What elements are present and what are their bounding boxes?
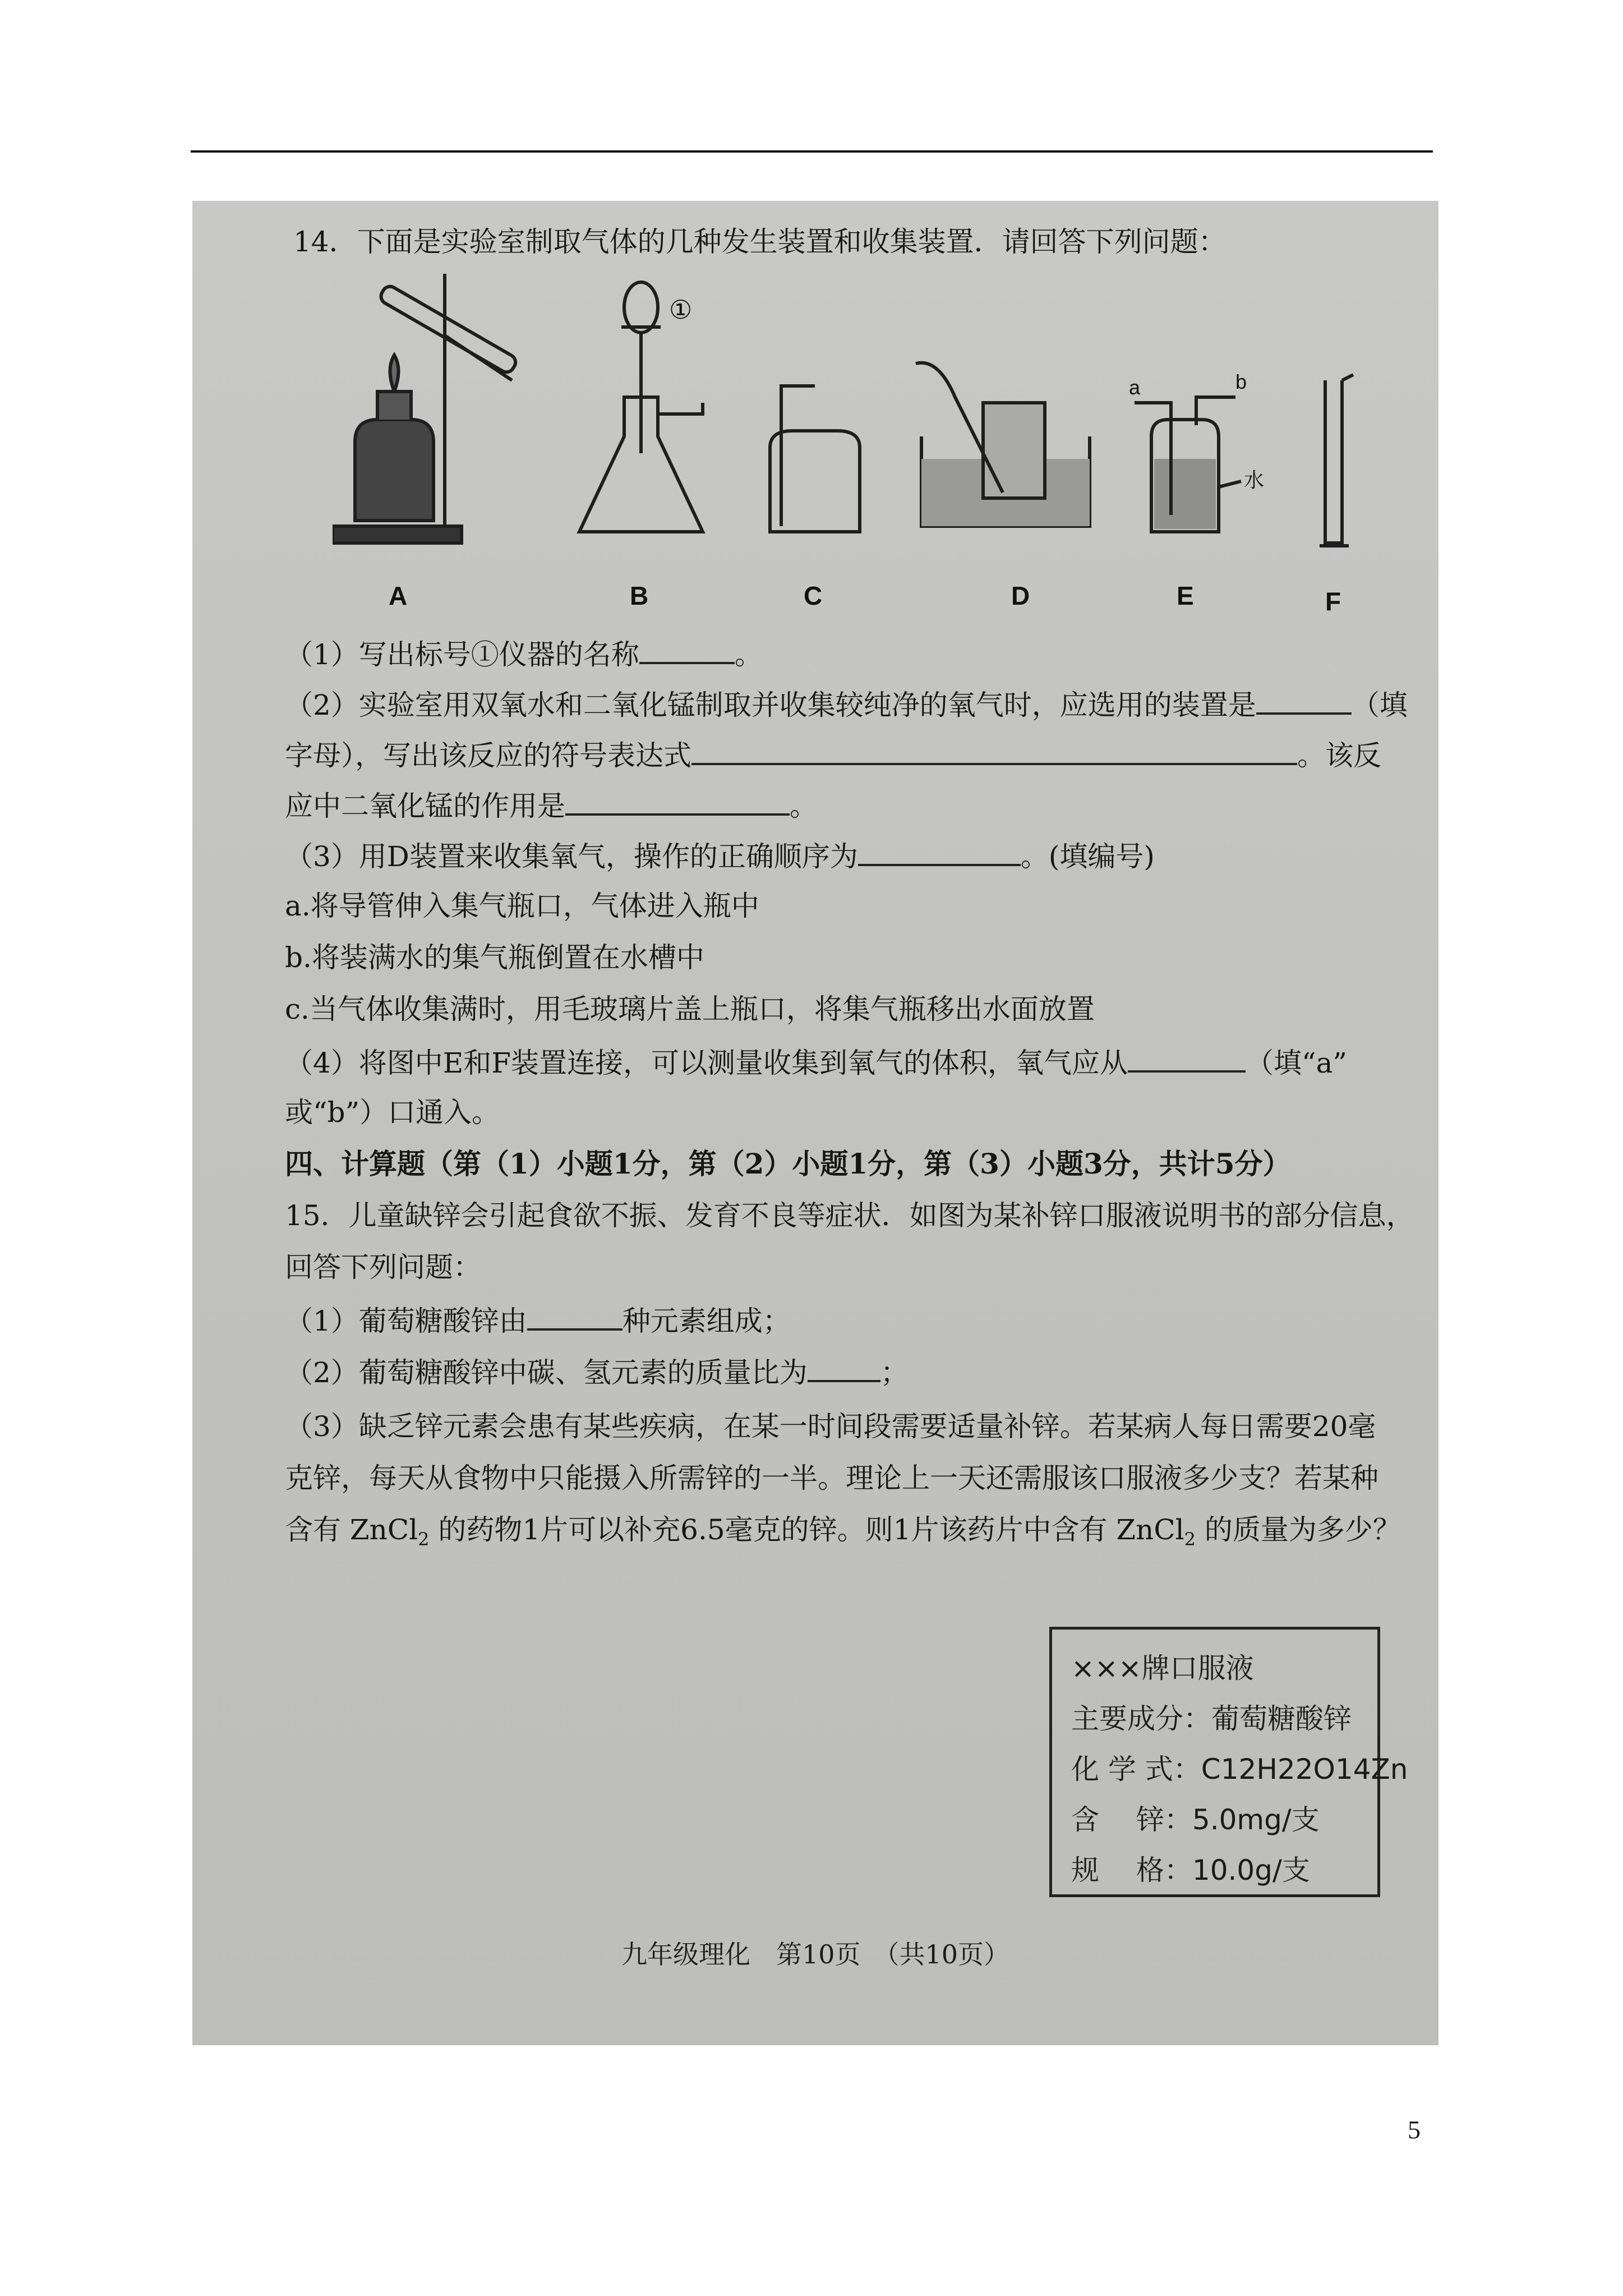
q15-line2: 回答下列问题： <box>285 1251 481 1283</box>
page-footer: 九年级理化 第10页 （共10页） <box>621 1939 1010 1970</box>
label-ingredient: 主要成分：葡萄糖酸锌 <box>1071 1703 1352 1735</box>
label-d: D <box>1011 581 1030 610</box>
label-e-water: 水 <box>1244 468 1265 491</box>
q14-step-b: b.将装满水的集气瓶倒置在水槽中 <box>285 941 704 974</box>
apparatus-f <box>1320 375 1353 546</box>
q15-part3-line3: 含有 ZnCl$_2$ 的药物1片可以补充6.5毫克的锌。则1片该药片中含有 ZnCl$_2$ 的质量为多少？ <box>285 1513 1401 1550</box>
answer-blank[interactable] <box>691 734 1297 765</box>
label-spec: 规 格：10.0g/支 <box>1071 1854 1310 1887</box>
q14-part2-line1: （2）实验室用双氧水和二氧化锰制取并收集较纯净的氧气时，应选用的装置是 （填 <box>285 683 1408 725</box>
answer-blank[interactable] <box>639 633 735 664</box>
page-number: 5 <box>1408 2115 1421 2144</box>
answer-blank[interactable] <box>565 784 790 816</box>
answer-blank[interactable] <box>808 1351 880 1382</box>
apparatus-diagram <box>333 251 1398 644</box>
apparatus-a <box>333 274 518 543</box>
section4-title: 四、计算题（第（1）小题1分，第（2）小题1分，第（3）小题3分，共计5分） <box>285 1147 1291 1180</box>
q15-part2: （2）葡萄糖酸锌中碳、氢元素的质量比为 ； <box>285 1351 909 1392</box>
oral-liquid-label <box>1049 1627 1408 1897</box>
apparatus-c <box>770 386 860 532</box>
exam-page-photo <box>192 201 1438 2045</box>
label-e-a: a <box>1129 376 1141 399</box>
label-e: E <box>1177 581 1194 610</box>
answer-blank[interactable] <box>527 1299 623 1331</box>
q15-part3-line2: 克锌，每天从食物中只能摄入所需锌的一半。理论上一天还需服该口服液多少支？若某种 <box>285 1462 1378 1494</box>
label-c: C <box>804 581 823 610</box>
label-formula: 化 学 式：C12H22O14Zn <box>1071 1753 1408 1786</box>
q14-part4-line2: 或“b”）口通入。 <box>285 1096 500 1129</box>
q14-part2-line2: 字母），写出该反应的符号表达式 。该反 <box>285 734 1381 775</box>
label-zinc: 含 锌：5.0mg/支 <box>1071 1803 1320 1836</box>
q14-part4-line1: （4）将图中E和F装置连接，可以测量收集到氧气的体积，氧气应从 （填“a” <box>285 1041 1347 1083</box>
answer-blank[interactable] <box>1128 1041 1246 1073</box>
label-a: A <box>389 581 408 610</box>
q14-step-a: a.将导管伸入集气瓶口，气体进入瓶中 <box>285 890 759 922</box>
q14-part1: （1）写出标号①仪器的名称 。 <box>285 633 763 674</box>
q14-step-c: c.当气体收集满时，用毛玻璃片盖上瓶口，将集气瓶移出水面放置 <box>285 993 1095 1025</box>
q15-part3-line1: （3）缺乏锌元素会患有某些疾病，在某一时间段需要适量补锌。若某病人每日需要20毫 <box>285 1410 1376 1443</box>
answer-blank[interactable] <box>1256 683 1352 715</box>
apparatus-e <box>1135 397 1241 532</box>
marker-1: ① <box>669 295 693 324</box>
answer-blank[interactable] <box>858 835 1021 866</box>
q14-title: 14．下面是实验室制取气体的几种发生装置和收集装置．请回答下列问题： <box>293 226 1227 258</box>
q15-line1: 15．儿童缺锌会引起食欲不振、发育不良等症状．如图为某补锌口服液说明书的部分信息， <box>285 1199 1414 1232</box>
label-title: ×××牌口服液 <box>1071 1652 1254 1685</box>
label-f: F <box>1325 587 1341 616</box>
q15-part1: （1）葡萄糖酸锌由 种元素组成； <box>285 1299 791 1341</box>
apparatus-d <box>916 363 1090 526</box>
header-rule <box>191 150 1433 153</box>
label-b: B <box>630 581 649 610</box>
q14-part2-line3: 应中二氧化锰的作用是 。 <box>285 784 818 826</box>
label-e-b: b <box>1235 370 1247 393</box>
q14-part3: （3）用D装置来收集氧气，操作的正确顺序为 。(填编号) <box>285 835 1155 876</box>
